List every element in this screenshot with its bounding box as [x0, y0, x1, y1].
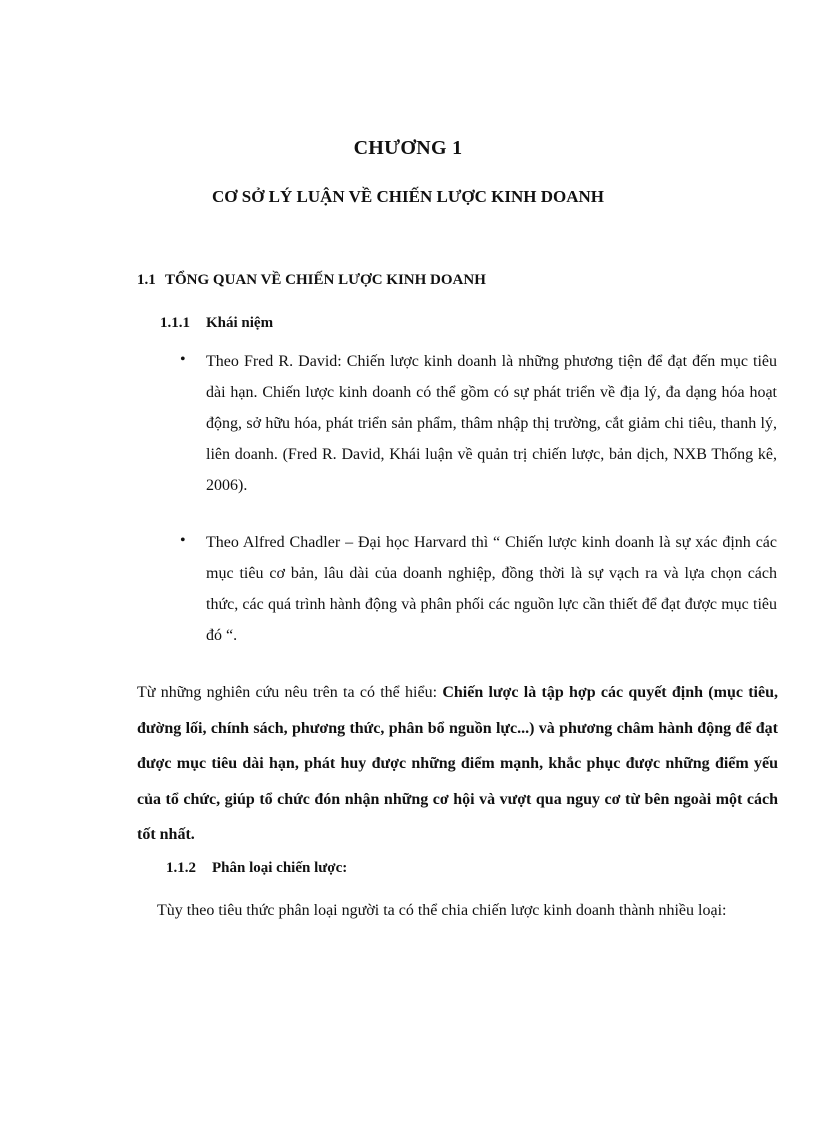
subsection-title: Phân loại chiến lược:	[212, 860, 348, 876]
bullet-dot-icon: •	[180, 351, 186, 368]
subsection-title: Khái niệm	[206, 315, 274, 331]
bullet-dot-icon: •	[180, 532, 186, 549]
section-heading-1-1	[137, 272, 486, 289]
summary-emphasis: Chiến lược là tập hợp các quyết định (mục tiêu, đường lối, chính sách, phương thức, phân bổ nguồn lực...) và phương châm hành động để đạt được mục tiêu dài hạn, phát huy được những điểm mạnh, khắc phục được những điểm yếu của tổ chức, giúp tổ chức đón nhận những cơ hội và vượt qua nguy cơ từ bên ngoài một cách tốt nhất.	[137, 684, 779, 843]
chapter-number: CHƯƠNG 1	[353, 137, 463, 159]
chapter-title: CƠ SỞ LÝ LUẬN VỀ CHIẾN LƯỢC KINH DOANH	[212, 187, 604, 206]
bullet-item-alfred-chadler: Theo Alfred Chadler – Đại học Harvard thì “ Chiến lược kinh doanh là sự xác định các mục tiêu cơ bản, lâu dài của doanh nghiệp, đồng thời là sự vạch ra và lựa chọn cách thức, các quá trình hành động và phân phối các nguồn lực cần thiết để đạt được mục tiêu đó “.	[206, 534, 777, 644]
bullet-item-fred-david: Theo Fred R. David: Chiến lược kinh doanh là những phương tiện để đạt đến mục tiêu dài hạn. Chiến lược kinh doanh có thể gồm có sự phát triển về địa lý, đa dạng hóa hoạt động, sở hữu hóa, phát triển sản phẩm, thâm nhập thị trường, cắt giảm chi tiêu, thanh lý, liên doanh. (Fred R. David, Khái luận về quản trị chiến lược, bản dịch, NXB Thống kê, 2006).	[206, 353, 777, 494]
section-number: 1.1	[137, 272, 156, 288]
classification-paragraph: Tùy theo tiêu thức phân loại người ta có thể chia chiến lược kinh doanh thành nhiều loại:	[157, 902, 727, 919]
subsection-heading-1-1-2	[166, 860, 347, 877]
summary-lead: Từ những nghiên cứu nêu trên ta có thể hiểu:	[137, 684, 443, 701]
subsection-number: 1.1.2	[166, 860, 196, 876]
summary-paragraph	[137, 675, 778, 853]
subsection-number: 1.1.1	[160, 315, 190, 331]
section-title: TỔNG QUAN VỀ CHIẾN LƯỢC KINH DOANH	[165, 272, 486, 288]
subsection-heading-1-1-1	[160, 315, 273, 332]
